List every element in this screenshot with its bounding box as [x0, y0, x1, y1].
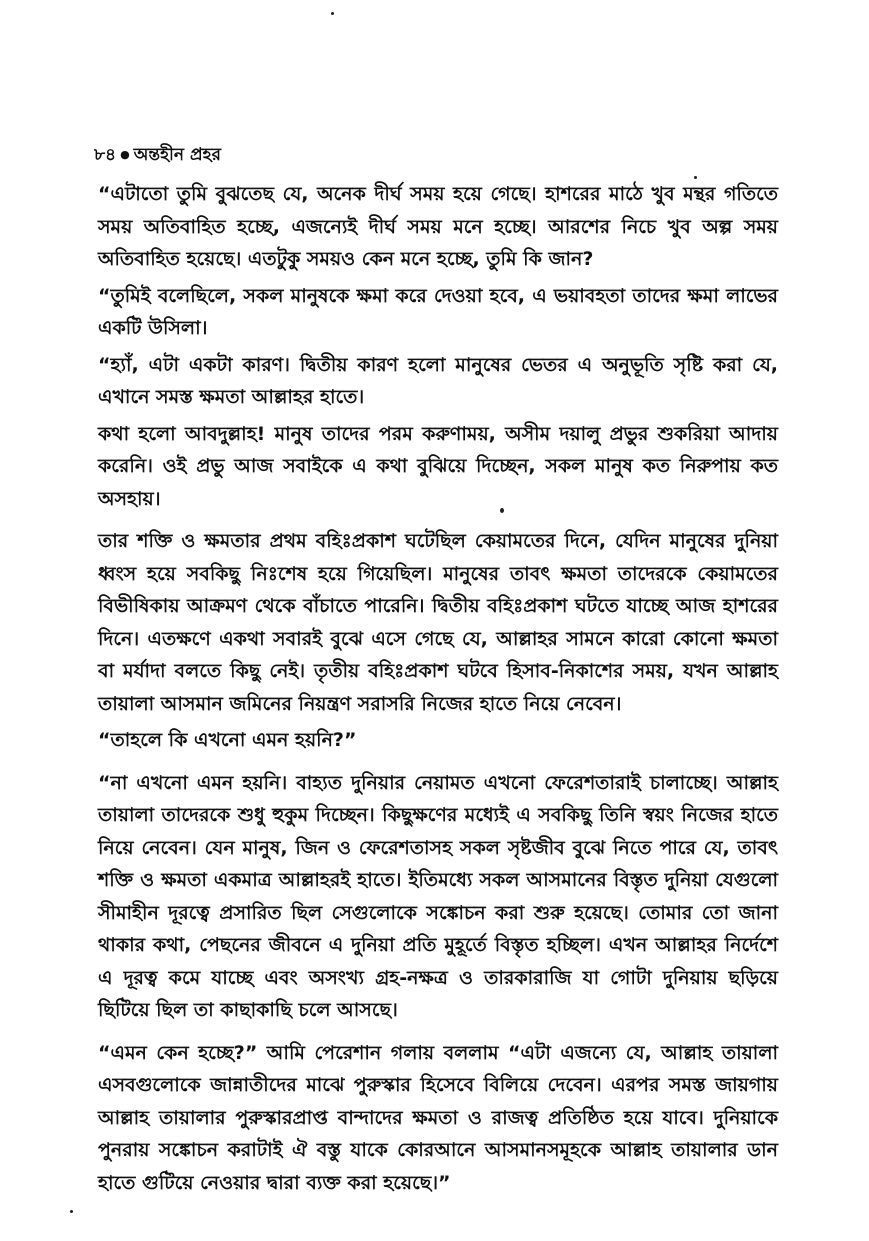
- scan-speck: [331, 12, 334, 15]
- paragraph-7: “না এখনো এমন হয়নি। বাহ্যত দুনিয়ার নেয়ামত এখনো ফেরেশতারাই চালাচ্ছে। আল্লাহ তায়ালা তাদেরকে শুধু হুকুম দিচ্ছেন। কিছুক্ষণের মধ্যেই এ সবকিছু তিনি স্বয়ং নিজের হাতে নিয়ে নেবেন। যেন মানুষ, জিন ও ফেরেশতাসহ সকল সৃষ্টজীব বুঝে নিতে পারে যে, তাবৎ শক্তি ও ক্ষমতা একমাত্র আল্লাহরই হাতে। ইতিমধ্যে সকল আসমানের বিস্তৃত দুনিয়া যেগুলো সীমাহীন দূরত্বে প্রসারিত ছিল সেগুলোকে সঙ্কোচন করা শুরু হয়েছে। তোমার তো জানা থাকার কথা, পেছনের জীবনে এ দুনিয়া প্রতি মুহূর্তে বিস্তৃত হচ্ছিল। এখন আল্লাহর নির্দেশে এ দূরত্ব কমে যাচ্ছে এবং অসংখ্য গ্রহ-নক্ষত্র ও তারকারাজি যা গোটা দুনিয়ায় ছড়িয়ে ছিটিয়ে ছিল তা কাছাকাছি চলে আসছে।: [98, 771, 778, 1021]
- scan-speck: [70, 1210, 73, 1213]
- page-body: [98, 178, 778, 1203]
- paragraph-4: কথা হলো আবদুল্লাহ! মানুষ তাদের পরম করুণাময়, অসীম দয়ালু প্রভুর শুকরিয়া আদায় করেনি। ওই প্রভু আজ সবাইকে এ কথা বুঝিয়ে দিচ্ছেন, সকল মানুষ কত নিরুপায় কত অসহায়।: [98, 422, 778, 510]
- paragraph-8: “এমন কেন হচ্ছে?” আমি পেরেশান গলায় বললাম “এটা এজন্যে যে, আল্লাহ তায়ালা এসবগুলোকে জান্নাতীদের মাঝে পুরুস্কার হিসেবে বিলিয়ে দেবেন। এরপর সমস্ত জায়গায় আল্লাহ তায়ালার পুরুস্কারপ্রাপ্ত বান্দাদের ক্ষমতা ও রাজত্ব প্রতিষ্ঠিত হয়ে যাবে। দুনিয়াকে পুনরায় সঙ্কোচন করাটাই ঐ বস্তু যাকে কোরআনে আসমানসমূহকে আল্লাহ তায়ালার ডান হাতে গুটিয়ে নেওয়ার দ্বারা ব্যক্ত করা হয়েছে।”: [98, 1041, 778, 1194]
- paragraph-2: “তুমিই বলেছিলে, সকল মানুষকে ক্ষমা করে দেওয়া হবে, এ ভয়াবহতা তাদের ক্ষমা লাভের একটি উসিলা।: [98, 284, 778, 339]
- paragraph-3: “হ্যাঁ, এটা একটা কারণ। দ্বিতীয় কারণ হলো মানুষের ভেতর এ অনুভূতি সৃষ্টি করা যে, এখানে সমস্ত ক্ষমতা আল্লাহর হাতে।: [98, 353, 778, 408]
- scan-speck: [500, 508, 504, 513]
- running-header: [94, 142, 221, 170]
- paragraph-1: “এটাতো তুমি বুঝতেছ যে, অনেক দীর্ঘ সময় হয়ে গেছে। হাশরের মাঠে খুব মন্থর গতিতে সময় অতিবাহিত হচ্ছে, এজন্যেই দীর্ঘ সময় মনে হচ্ছে। আরশের নিচে খুব অল্প সময় অতিবাহিত হয়েছে। এতটুকু সময়ও কেন মনে হচ্ছে, তুমি কি জান?: [98, 183, 778, 270]
- paragraph-5: তার শক্তি ও ক্ষমতার প্রথম বহিঃপ্রকাশ ঘটেছিল কেয়ামতের দিনে, যেদিন মানুষের দুনিয়া ধ্বংস হয়ে সবকিছু নিঃশেষ হয়ে গিয়েছিল। মানুষের তাবৎ ক্ষমতা তাদেরকে কেয়ামতের বিভীষিকায় আক্রমণ থেকে বাঁচাতে পারেনি। দ্বিতীয় বহিঃপ্রকাশ ঘটতে যাচ্ছে আজ হাশরের দিনে। এতক্ষণে একথা সবারই বুঝে এসে গেছে যে, আল্লাহর সামনে কারো কোনো ক্ষমতা বা মর্যাদা বলতে কিছু নেই। তৃতীয় বহিঃপ্রকাশ ঘটবে হিসাব-নিকাশের সময়, যখন আল্লাহ তায়ালা আসমান জমিনের নিয়ন্ত্রণ সরাসরি নিজের হাতে নিয়ে নেবেন।: [98, 530, 778, 715]
- bullet-separator: ●: [120, 148, 130, 161]
- book-title: অন্তহীন প্রহর: [133, 145, 221, 165]
- paragraph-6: “তাহলে কি এখনো এমন হয়নি?”: [98, 729, 357, 751]
- page-number: ৮৪: [94, 145, 117, 165]
- scan-speck: [694, 176, 697, 179]
